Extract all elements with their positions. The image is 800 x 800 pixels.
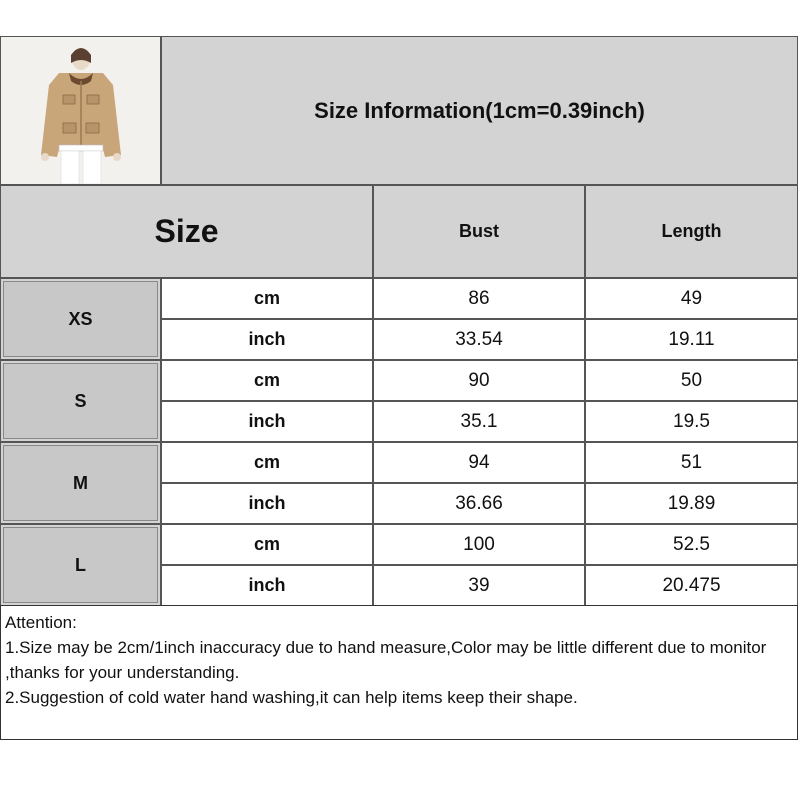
unit-cell xyxy=(161,278,373,319)
jacket-photo-icon xyxy=(1,37,160,184)
unit-label: inch xyxy=(248,575,286,595)
unit-cell xyxy=(161,524,373,565)
table-cell xyxy=(585,401,798,442)
table-cell xyxy=(373,565,585,606)
bust-value: 35.1 xyxy=(460,410,498,432)
size-header: Size xyxy=(154,213,219,249)
bust-value: 33.54 xyxy=(455,328,503,350)
size-label: S xyxy=(74,390,87,411)
size-label-cell xyxy=(0,278,161,360)
unit-cell xyxy=(161,360,373,401)
size-label-cell xyxy=(0,524,161,606)
length-value: 20.475 xyxy=(662,574,721,596)
bust-header: Bust xyxy=(459,221,499,241)
title-cell xyxy=(161,36,798,185)
bust-value: 39 xyxy=(468,574,490,596)
table-cell xyxy=(585,360,798,401)
unit-cell xyxy=(161,401,373,442)
length-value: 49 xyxy=(680,287,703,309)
size-label: XS xyxy=(68,308,93,329)
unit-label: inch xyxy=(248,411,286,431)
unit-label: cm xyxy=(253,370,280,390)
length-header: Length xyxy=(661,221,722,241)
length-value: 52.5 xyxy=(673,533,710,555)
bust-value: 90 xyxy=(468,369,490,391)
notes-line-1: 1.Size may be 2cm/1inch inaccuracy due to hand measure,Color may be little different due to monitor ,thanks for your understanding. xyxy=(5,638,767,682)
length-value: 19.89 xyxy=(667,492,716,514)
size-label-cell xyxy=(0,360,161,442)
product-photo xyxy=(0,36,161,185)
table-cell xyxy=(373,483,585,524)
bust-value: 94 xyxy=(468,451,490,473)
table-cell xyxy=(585,319,798,360)
length-value: 19.11 xyxy=(668,328,715,350)
table-cell xyxy=(373,442,585,483)
unit-cell xyxy=(161,483,373,524)
unit-cell xyxy=(161,442,373,483)
size-label: L xyxy=(75,554,86,575)
table-cell xyxy=(585,524,798,565)
bust-header-cell xyxy=(373,185,585,278)
size-header-cell xyxy=(0,185,373,278)
size-label-cell xyxy=(0,442,161,524)
table-cell xyxy=(585,565,798,606)
unit-label: inch xyxy=(248,329,286,349)
unit-cell xyxy=(161,319,373,360)
bust-value: 36.66 xyxy=(455,492,503,514)
table-cell xyxy=(373,360,585,401)
length-value: 51 xyxy=(680,451,703,473)
unit-label: cm xyxy=(253,288,280,308)
table-cell xyxy=(373,319,585,360)
table-cell xyxy=(585,483,798,524)
notes-heading: Attention: xyxy=(5,613,77,632)
table-cell xyxy=(373,278,585,319)
unit-label: inch xyxy=(248,493,286,513)
table-cell xyxy=(373,401,585,442)
table-cell xyxy=(585,278,798,319)
unit-label: cm xyxy=(253,452,280,472)
length-value: 19.5 xyxy=(673,410,710,432)
table-cell xyxy=(373,524,585,565)
bust-value: 86 xyxy=(468,287,490,309)
length-header-cell xyxy=(585,185,798,278)
attention-notes xyxy=(0,605,798,740)
page-title: Size Information(1cm=0.39inch) xyxy=(314,97,645,123)
unit-cell xyxy=(161,565,373,606)
notes-line-2: 2.Suggestion of cold water hand washing,it can help items keep their shape. xyxy=(5,688,578,707)
unit-label: cm xyxy=(253,534,280,554)
size-label: M xyxy=(73,472,88,493)
length-value: 50 xyxy=(680,369,703,391)
table-cell xyxy=(585,442,798,483)
bust-value: 100 xyxy=(463,533,495,555)
